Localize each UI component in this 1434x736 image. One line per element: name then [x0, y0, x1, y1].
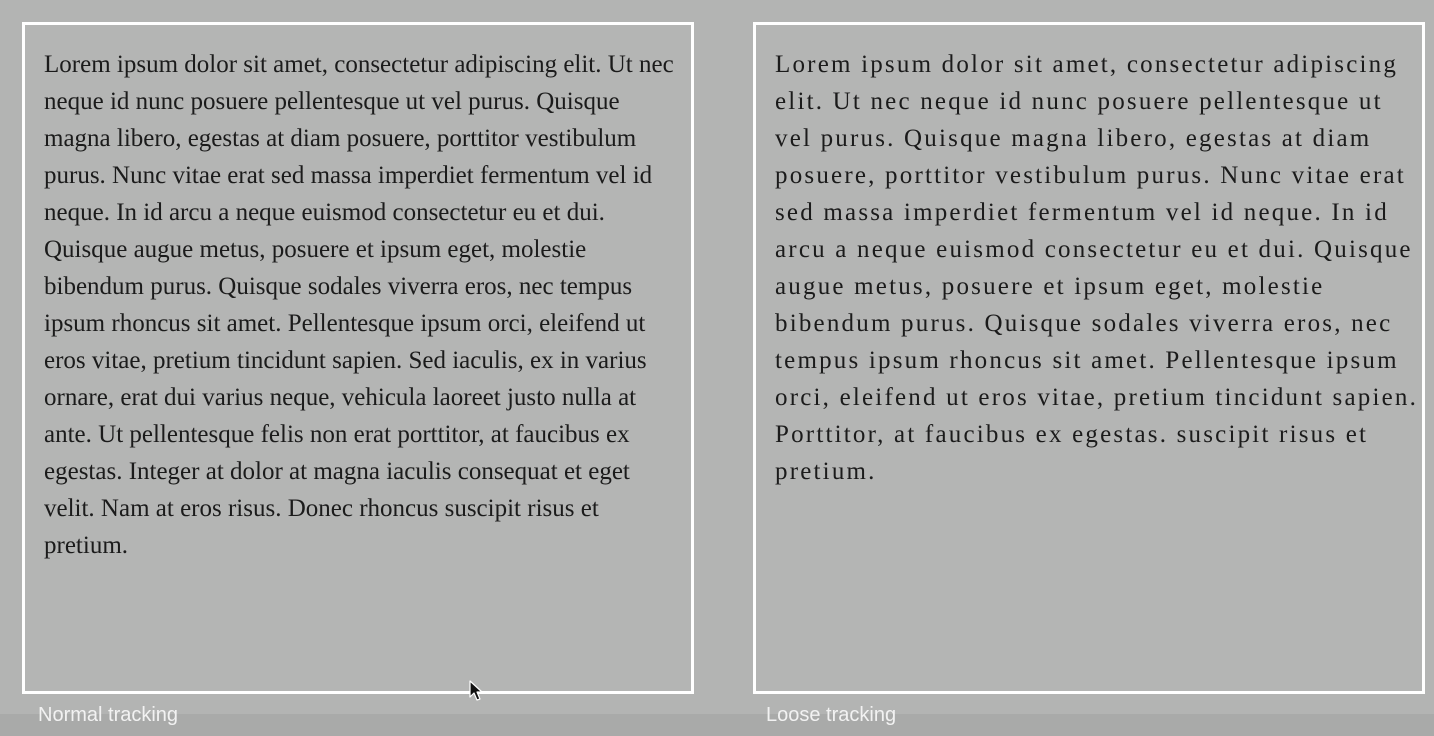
mouse-pointer-icon: [469, 680, 483, 702]
normal-tracking-panel: [22, 22, 694, 694]
loose-tracking-text: Lorem ipsum dolor sit amet, consectetur adipiscing elit. Ut nec neque id nunc posuere pellentesque ut vel purus. Quisque magna libero, egestas at diam posuere, porttitor vestibulum purus. Nunc vitae erat sed massa imperdiet fermentum vel id neque. In id arcu a neque euismod consectetur eu et dui. Quisque augue metus, posuere et ipsum eget, molestie bibendum purus. Quisque sodales viverra eros, nec tempus ipsum rhoncus sit amet. Pellentesque ipsum orci, eleifend ut eros vitae, pretium tincidunt sapien. Porttitor, at faucibus ex egestas. suscipit risus et pretium.: [775, 51, 1419, 485]
normal-tracking-text: Lorem ipsum dolor sit amet, consectetur adipiscing elit. Ut nec neque id nunc posuere pellentesque ut vel purus. Quisque magna libero, egestas at diam posuere, porttitor vestibulum purus. Nunc vitae erat sed massa imperdiet fermentum vel id neque. In id arcu a neque euismod consectetur eu et dui. Quisque augue metus, posuere et ipsum eget, molestie bibendum purus. Quisque sodales viverra eros, nec tempus ipsum rhoncus sit amet. Pellentesque ipsum orci, eleifend ut eros vitae, pretium tincidunt sapien. Sed iaculis, ex in varius ornare, erat dui varius neque, vehicula laoreet justo nulla at ante. Ut pellentesque felis non erat porttitor, at faucibus ex egestas. Integer at dolor at magna iaculis consequat et eget velit. Nam at eros risus. Donec rhoncus suscipit risus et pretium.: [44, 51, 674, 559]
loose-tracking-panel: [753, 22, 1425, 694]
footer-strip: [0, 714, 1434, 736]
loose-tracking-caption: Loose tracking: [766, 704, 897, 726]
normal-tracking-caption: Normal tracking: [38, 704, 179, 726]
